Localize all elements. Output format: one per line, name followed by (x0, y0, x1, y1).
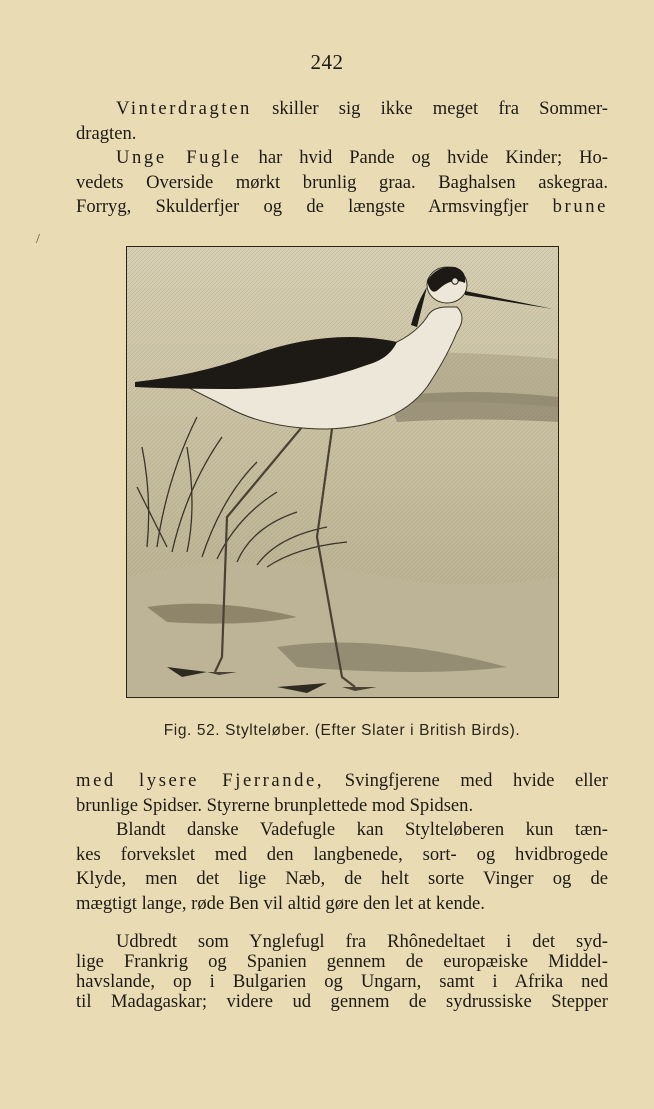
bottom-text-block (76, 769, 608, 916)
paragraph-feather-edges (76, 769, 608, 818)
paragraph-distribution (76, 932, 608, 1012)
paragraph-winter-plumage (76, 97, 608, 146)
text-line: Unge Fugle har hvid Pande og hvide Kinder; Ho- (116, 147, 608, 168)
paragraph-young-birds (76, 146, 608, 220)
text-line: Vinterdragten skiller sig ikke meget fra Sommer- (116, 98, 608, 119)
stilt-bird-illustration (127, 247, 558, 697)
text-line: brunlige Spidser. Styrerne brunplettede mod Spidsen. (76, 794, 474, 816)
text-line: Blandt danske Vadefugle kan Stylteløberen kun tæn- (116, 819, 608, 840)
text-line: kes forvekslet med den langbenede, sort- og hvidbrogede (76, 843, 608, 865)
text-line: med lysere Fjerrande, Svingfjerene med hvide eller (76, 770, 608, 791)
text-line: mægtigt lange, røde Ben vil altid gøre den let at kende. (76, 892, 485, 914)
text-line: Udbredt som Ynglefugl fra Rhônedeltaet i det syd- (116, 931, 608, 952)
margin-mark: / (36, 232, 40, 247)
figure-illustration (126, 246, 559, 698)
text-line: lige Frankrig og Spanien gennem de europæiske Middel- (76, 951, 608, 972)
distribution-text-block (76, 932, 608, 1012)
text-line: Forryg, Skulderfjer og de længste Armsvingfjer brune (76, 196, 608, 217)
text-line: Klyde, men det lige Næb, de helt sorte Vinger og de (76, 868, 608, 889)
bird-eye (452, 278, 458, 284)
text-line: vedets Overside mørkt brunlig graa. Baghalsen askegraa. (76, 171, 608, 193)
top-text-block (76, 97, 608, 220)
text-line: dragten. (76, 122, 137, 144)
page-number: 242 (310, 50, 344, 74)
figure-caption: Fig. 52. Stylteløber. (Efter Slater i British Birds). (163, 722, 521, 739)
text-line: havslande, op i Bulgarien og Ungarn, samt i Afrika ned (76, 971, 608, 992)
text-line: til Madagaskar; videre ud gennem de sydrussiske Stepper (76, 991, 608, 1012)
paragraph-comparison (76, 818, 608, 916)
